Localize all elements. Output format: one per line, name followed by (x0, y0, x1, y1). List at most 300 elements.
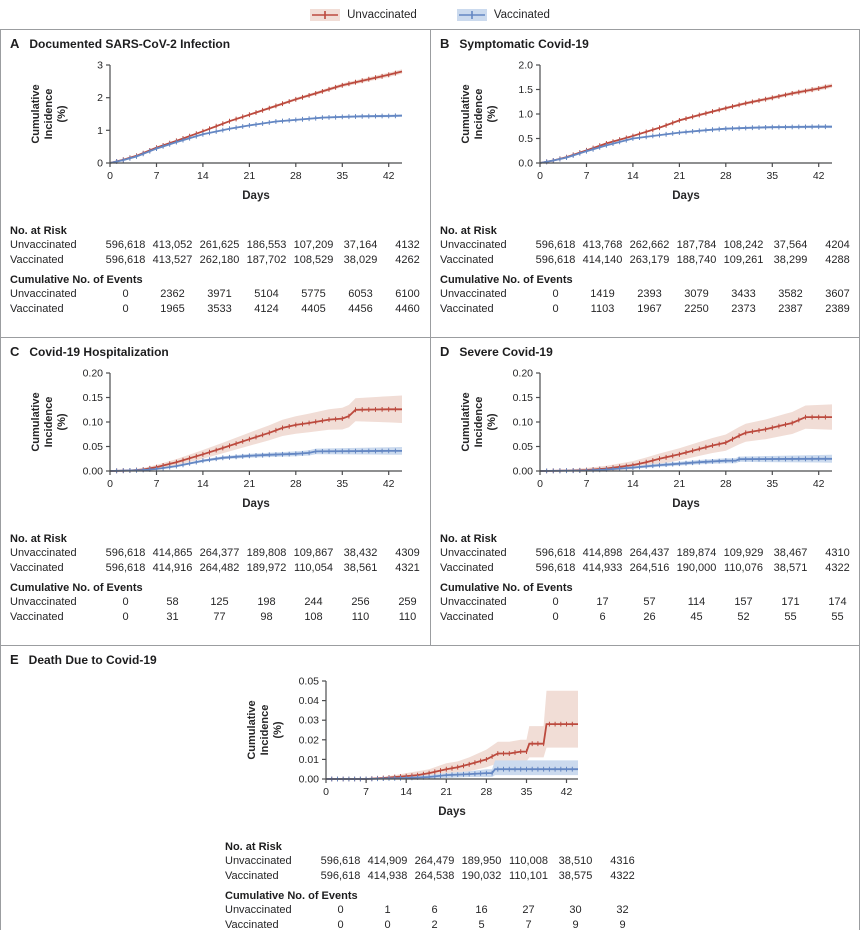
x-tick-label: 35 (766, 170, 779, 182)
value-cell: 189,972 (246, 561, 287, 574)
value-cell: 596,618 (535, 547, 576, 560)
y-tick-label: 3 (97, 59, 103, 72)
value-cell: 108,242 (723, 239, 764, 252)
x-axis-label: Days (242, 498, 270, 510)
table-row (440, 302, 859, 317)
value-cell: 4309 (395, 547, 420, 560)
table-row (440, 561, 859, 576)
value-cell: 186,553 (246, 239, 287, 252)
value-cell: 189,874 (676, 547, 717, 560)
vaccinated-curve-icon (457, 8, 487, 22)
y-tick-label: 0 (97, 157, 103, 170)
panel-A-title (10, 36, 424, 51)
value-cell: 45 (690, 610, 703, 623)
no-at-risk-table (10, 238, 430, 267)
panel-E-letter: E (10, 652, 19, 667)
value-cell: 9 (572, 918, 579, 930)
value-cell: 596,618 (320, 869, 361, 882)
value-cell: 2373 (731, 302, 756, 315)
value-cell: 414,909 (367, 855, 408, 868)
vaccinated-swatch-graphic (457, 8, 487, 22)
value-cell: 58 (166, 596, 179, 609)
events-heading: Cumulative No. of Events (440, 274, 573, 286)
panel-A-letter: A (10, 36, 20, 51)
value-cell: 596,618 (105, 239, 146, 252)
panel-C-tables (10, 533, 424, 624)
table-row (10, 302, 430, 317)
y-tick-label: 2 (97, 92, 103, 105)
unvaccinated-swatch-graphic (310, 8, 340, 22)
chart-svg-D (440, 359, 854, 531)
no-at-risk-table (225, 854, 646, 883)
row-label: Vaccinated (440, 610, 494, 623)
value-cell: 0 (552, 596, 559, 609)
x-tick-label: 0 (537, 478, 543, 490)
y-tick-label: 0.00 (298, 773, 319, 786)
events-table (440, 287, 859, 316)
value-cell: 264,538 (414, 869, 455, 882)
x-tick-label: 7 (363, 786, 370, 798)
x-tick-label: 7 (153, 170, 160, 182)
value-cell: 107,209 (293, 239, 334, 252)
chart-svg-A (10, 51, 424, 223)
events-heading: Cumulative No. of Events (440, 582, 573, 594)
value-cell: 1 (384, 904, 391, 917)
table-row (10, 561, 430, 576)
y-tick-label: 0.03 (298, 714, 319, 727)
table-row (225, 903, 646, 918)
panel-B (430, 29, 859, 337)
table-row (440, 287, 859, 302)
row-label: Unvaccinated (10, 288, 77, 301)
unvaccinated-ci-band (110, 396, 402, 472)
events-heading: Cumulative No. of Events (225, 890, 358, 902)
table-row (440, 238, 859, 253)
y-axis-label: CumulativeIncidence(%) (460, 392, 498, 452)
row-label: Vaccinated (10, 302, 64, 315)
events-table (440, 595, 859, 624)
panel-E (1, 645, 859, 930)
table-row (440, 546, 859, 561)
value-cell: 189,808 (246, 547, 287, 560)
x-axis-label: Days (672, 190, 700, 202)
table-row (10, 253, 430, 268)
x-tick-label: 28 (289, 170, 302, 182)
value-cell: 256 (351, 596, 370, 609)
y-axis-label: CumulativeIncidence(%) (460, 84, 498, 144)
value-cell: 262,180 (199, 253, 240, 266)
value-cell: 110 (351, 610, 370, 623)
table-row (440, 595, 859, 610)
value-cell: 3607 (825, 288, 850, 301)
chart-A (10, 51, 424, 223)
events-table (225, 903, 646, 930)
panel-E-tables (225, 841, 853, 930)
table-row (225, 854, 646, 869)
unvaccinated-curve-icon (310, 8, 340, 22)
no-at-risk-heading: No. at Risk (225, 841, 282, 853)
y-tick-label: 0.5 (518, 133, 533, 145)
panel-D (430, 337, 859, 645)
value-cell: 114 (687, 596, 706, 609)
y-tick-label: 2.0 (518, 59, 533, 72)
value-cell: 264,482 (199, 561, 240, 574)
x-tick-label: 35 (336, 170, 349, 182)
value-cell: 38,299 (773, 253, 808, 266)
table-row (10, 238, 430, 253)
value-cell: 4321 (395, 561, 420, 574)
panel-B-tables (440, 225, 853, 316)
x-tick-label: 21 (673, 170, 686, 182)
value-cell: 2393 (637, 288, 662, 301)
value-cell: 4322 (610, 869, 635, 882)
x-axis-label: Days (242, 190, 270, 202)
y-tick-label: 0.05 (82, 441, 103, 453)
value-cell: 414,916 (152, 561, 193, 574)
value-cell: 6100 (395, 288, 420, 301)
panel-C-letter: C (10, 344, 20, 359)
value-cell: 38,510 (558, 855, 593, 868)
events-heading: Cumulative No. of Events (10, 274, 143, 286)
value-cell: 414,898 (582, 547, 623, 560)
panel-A (1, 29, 430, 337)
value-cell: 2362 (160, 288, 185, 301)
value-cell: 77 (213, 610, 226, 623)
value-cell: 0 (122, 302, 129, 315)
value-cell: 4124 (254, 302, 279, 315)
panel-D-title (440, 344, 853, 359)
x-tick-label: 28 (289, 478, 302, 490)
vaccinated-censor-ticks (117, 113, 396, 163)
value-cell: 3533 (207, 302, 232, 315)
y-tick-label: 0.05 (512, 441, 533, 453)
row-label: Vaccinated (440, 302, 494, 315)
no-at-risk-table (440, 238, 859, 267)
y-axis-label: CumulativeIncidence(%) (30, 392, 68, 452)
value-cell: 0 (552, 610, 559, 623)
y-tick-label: 1 (97, 124, 103, 137)
value-cell: 4405 (301, 302, 326, 315)
x-tick-label: 0 (537, 170, 543, 182)
value-cell: 110,101 (509, 869, 548, 882)
value-cell: 31 (166, 610, 179, 623)
x-tick-label: 7 (583, 170, 590, 182)
value-cell: 264,377 (199, 547, 240, 560)
row-label: Unvaccinated (10, 547, 77, 560)
value-cell: 110,008 (509, 855, 548, 868)
no-at-risk-table (440, 546, 859, 575)
value-cell: 261,625 (199, 239, 240, 252)
value-cell: 1419 (590, 288, 615, 301)
value-cell: 0 (337, 918, 344, 930)
row-label: Unvaccinated (10, 596, 77, 609)
value-cell: 413,527 (152, 253, 193, 266)
value-cell: 57 (643, 596, 656, 609)
chart-svg-B (440, 51, 854, 223)
y-tick-label: 0.00 (512, 465, 533, 478)
events-heading: Cumulative No. of Events (10, 582, 143, 594)
value-cell: 596,618 (535, 253, 576, 266)
x-tick-label: 21 (243, 170, 256, 182)
value-cell: 3582 (778, 288, 803, 301)
legend-item-unvaccinated (310, 8, 417, 22)
value-cell: 4204 (825, 239, 850, 252)
value-cell: 0 (552, 302, 559, 315)
panel-E-title-text: Death Due to Covid-19 (28, 653, 157, 667)
value-cell: 596,618 (320, 855, 361, 868)
value-cell: 596,618 (535, 561, 576, 574)
value-cell: 38,561 (343, 561, 378, 574)
chart-svg-E (226, 667, 636, 839)
value-cell: 110 (398, 610, 417, 623)
x-tick-label: 14 (197, 478, 209, 490)
panel-B-title (440, 36, 853, 51)
panel-D-tables (440, 533, 853, 624)
x-tick-label: 14 (627, 478, 639, 490)
value-cell: 4310 (825, 547, 850, 560)
x-tick-label: 0 (107, 170, 113, 182)
panel-C-title-text: Covid-19 Hospitalization (29, 345, 169, 359)
value-cell: 5 (478, 918, 485, 930)
events-table (10, 595, 430, 624)
value-cell: 187,784 (676, 239, 717, 252)
value-cell: 263,179 (629, 253, 670, 266)
y-tick-label: 0.01 (298, 753, 319, 766)
value-cell: 55 (784, 610, 797, 623)
value-cell: 1967 (637, 302, 662, 315)
x-tick-label: 42 (812, 170, 825, 182)
chart-D (440, 359, 853, 531)
y-tick-label: 0.00 (82, 465, 103, 478)
value-cell: 38,575 (558, 869, 593, 882)
no-at-risk-table (10, 546, 430, 575)
value-cell: 2387 (778, 302, 803, 315)
value-cell: 55 (831, 610, 844, 623)
row-label: Vaccinated (440, 253, 494, 266)
value-cell: 413,768 (582, 239, 623, 252)
value-cell: 38,467 (773, 547, 808, 560)
row-label: Unvaccinated (440, 596, 507, 609)
y-axis-label: CumulativeIncidence(%) (30, 84, 68, 144)
x-tick-label: 7 (583, 478, 590, 490)
value-cell: 6053 (348, 288, 373, 301)
y-tick-label: 0.20 (82, 367, 103, 380)
value-cell: 30 (569, 904, 582, 917)
value-cell: 190,000 (676, 561, 717, 574)
table-row (10, 546, 430, 561)
row-label: Unvaccinated (10, 239, 77, 252)
value-cell: 109,867 (293, 547, 334, 560)
x-tick-label: 42 (382, 170, 395, 182)
value-cell: 414,938 (367, 869, 408, 882)
value-cell: 125 (210, 596, 229, 609)
y-tick-label: 0.10 (512, 416, 533, 429)
events-table (10, 287, 430, 316)
value-cell: 413,052 (152, 239, 193, 252)
value-cell: 38,029 (343, 253, 378, 266)
x-tick-label: 21 (243, 478, 256, 490)
value-cell: 596,618 (105, 561, 146, 574)
value-cell: 5104 (254, 288, 279, 301)
value-cell: 110,054 (294, 561, 333, 574)
y-tick-label: 0.0 (518, 157, 533, 170)
value-cell: 259 (398, 596, 417, 609)
row-label: Unvaccinated (225, 855, 292, 868)
row-label: Vaccinated (10, 610, 64, 623)
value-cell: 1965 (160, 302, 185, 315)
value-cell: 1103 (590, 302, 615, 315)
table-row (225, 918, 646, 931)
panel-C-title (10, 344, 424, 359)
value-cell: 414,140 (582, 253, 623, 266)
value-cell: 109,261 (723, 253, 764, 266)
table-row (10, 610, 430, 625)
y-tick-label: 0.20 (512, 367, 533, 380)
value-cell: 244 (304, 596, 323, 609)
x-tick-label: 35 (336, 478, 349, 490)
row-label: Unvaccinated (225, 904, 292, 917)
value-cell: 16 (475, 904, 488, 917)
legend (0, 0, 860, 29)
value-cell: 264,437 (629, 547, 670, 560)
panel-B-title-text: Symptomatic Covid-19 (459, 37, 589, 51)
panel-C (1, 337, 430, 645)
y-tick-label: 0.15 (82, 392, 103, 404)
panel-D-title-text: Severe Covid-19 (459, 345, 553, 359)
value-cell: 4316 (610, 855, 635, 868)
legend-label-vaccinated: Vaccinated (493, 8, 550, 21)
x-tick-label: 14 (197, 170, 209, 182)
table-row (10, 595, 430, 610)
panel-B-letter: B (440, 36, 450, 51)
x-tick-label: 21 (673, 478, 686, 490)
value-cell: 414,865 (152, 547, 193, 560)
y-tick-label: 0.02 (298, 734, 319, 747)
table-row (440, 610, 859, 625)
value-cell: 596,618 (535, 239, 576, 252)
x-axis-label: Days (672, 498, 700, 510)
value-cell: 189,950 (461, 855, 502, 868)
value-cell: 174 (828, 596, 847, 609)
value-cell: 0 (337, 904, 344, 917)
value-cell: 38,571 (773, 561, 808, 574)
value-cell: 414,933 (582, 561, 623, 574)
chart-B (440, 51, 853, 223)
value-cell: 3433 (731, 288, 756, 301)
value-cell: 108 (304, 610, 323, 623)
x-tick-label: 42 (812, 478, 825, 490)
value-cell: 9 (619, 918, 626, 930)
value-cell: 4322 (825, 561, 850, 574)
x-tick-label: 42 (560, 786, 573, 798)
value-cell: 7 (525, 918, 532, 930)
value-cell: 262,662 (629, 239, 670, 252)
x-tick-label: 35 (766, 478, 779, 490)
row-label: Vaccinated (440, 561, 494, 574)
value-cell: 188,740 (676, 253, 717, 266)
x-tick-label: 28 (719, 170, 732, 182)
value-cell: 38,432 (343, 547, 378, 560)
y-axis-label: CumulativeIncidence(%) (246, 700, 284, 760)
value-cell: 157 (734, 596, 753, 609)
value-cell: 2250 (684, 302, 709, 315)
row-label: Vaccinated (10, 253, 64, 266)
panel-grid (0, 29, 860, 930)
value-cell: 596,618 (105, 547, 146, 560)
value-cell: 17 (596, 596, 609, 609)
value-cell: 109,929 (723, 547, 764, 560)
legend-label-unvaccinated: Unvaccinated (347, 8, 417, 21)
value-cell: 198 (257, 596, 276, 609)
value-cell: 596,618 (105, 253, 146, 266)
value-cell: 0 (122, 610, 129, 623)
no-at-risk-heading: No. at Risk (10, 225, 67, 237)
no-at-risk-heading: No. at Risk (440, 225, 497, 237)
row-label: Unvaccinated (440, 288, 507, 301)
vaccinated-censor-ticks (547, 124, 826, 164)
x-axis-label: Days (438, 806, 466, 818)
table-row (225, 869, 646, 884)
value-cell: 0 (552, 288, 559, 301)
value-cell: 52 (737, 610, 750, 623)
x-tick-label: 0 (323, 786, 329, 798)
y-tick-label: 0.04 (298, 695, 319, 708)
table-row (10, 287, 430, 302)
value-cell: 0 (122, 596, 129, 609)
value-cell: 171 (781, 596, 800, 609)
value-cell: 6 (431, 904, 438, 917)
value-cell: 6 (599, 610, 606, 623)
x-tick-label: 21 (440, 786, 453, 798)
value-cell: 32 (616, 904, 629, 917)
row-label: Vaccinated (225, 918, 279, 930)
value-cell: 264,516 (629, 561, 670, 574)
vaccinated-ci-band (110, 114, 402, 163)
value-cell: 4132 (395, 239, 420, 252)
x-tick-label: 7 (153, 478, 160, 490)
value-cell: 27 (522, 904, 535, 917)
value-cell: 190,032 (461, 869, 502, 882)
value-cell: 110,076 (724, 561, 763, 574)
value-cell: 0 (384, 918, 391, 930)
x-tick-label: 42 (382, 478, 395, 490)
x-tick-label: 14 (627, 170, 639, 182)
value-cell: 98 (260, 610, 273, 623)
x-tick-label: 14 (400, 786, 413, 798)
value-cell: 108,529 (293, 253, 334, 266)
no-at-risk-heading: No. at Risk (440, 533, 497, 545)
value-cell: 4262 (395, 253, 420, 266)
y-tick-label: 0.05 (298, 675, 319, 688)
x-tick-label: 28 (480, 786, 493, 798)
value-cell: 4456 (348, 302, 373, 315)
value-cell: 187,702 (246, 253, 287, 266)
legend-item-vaccinated (457, 8, 550, 22)
value-cell: 2389 (825, 302, 850, 315)
value-cell: 3079 (684, 288, 709, 301)
no-at-risk-heading: No. at Risk (10, 533, 67, 545)
row-label: Vaccinated (10, 561, 64, 574)
chart-svg-C (10, 359, 424, 531)
chart-E (226, 667, 853, 839)
value-cell: 26 (643, 610, 656, 623)
panel-A-title-text: Documented SARS-CoV-2 Infection (29, 37, 231, 51)
panel-D-letter: D (440, 344, 450, 359)
value-cell: 4288 (825, 253, 850, 266)
value-cell: 2 (431, 918, 438, 930)
value-cell: 5775 (301, 288, 326, 301)
row-label: Vaccinated (225, 869, 279, 882)
